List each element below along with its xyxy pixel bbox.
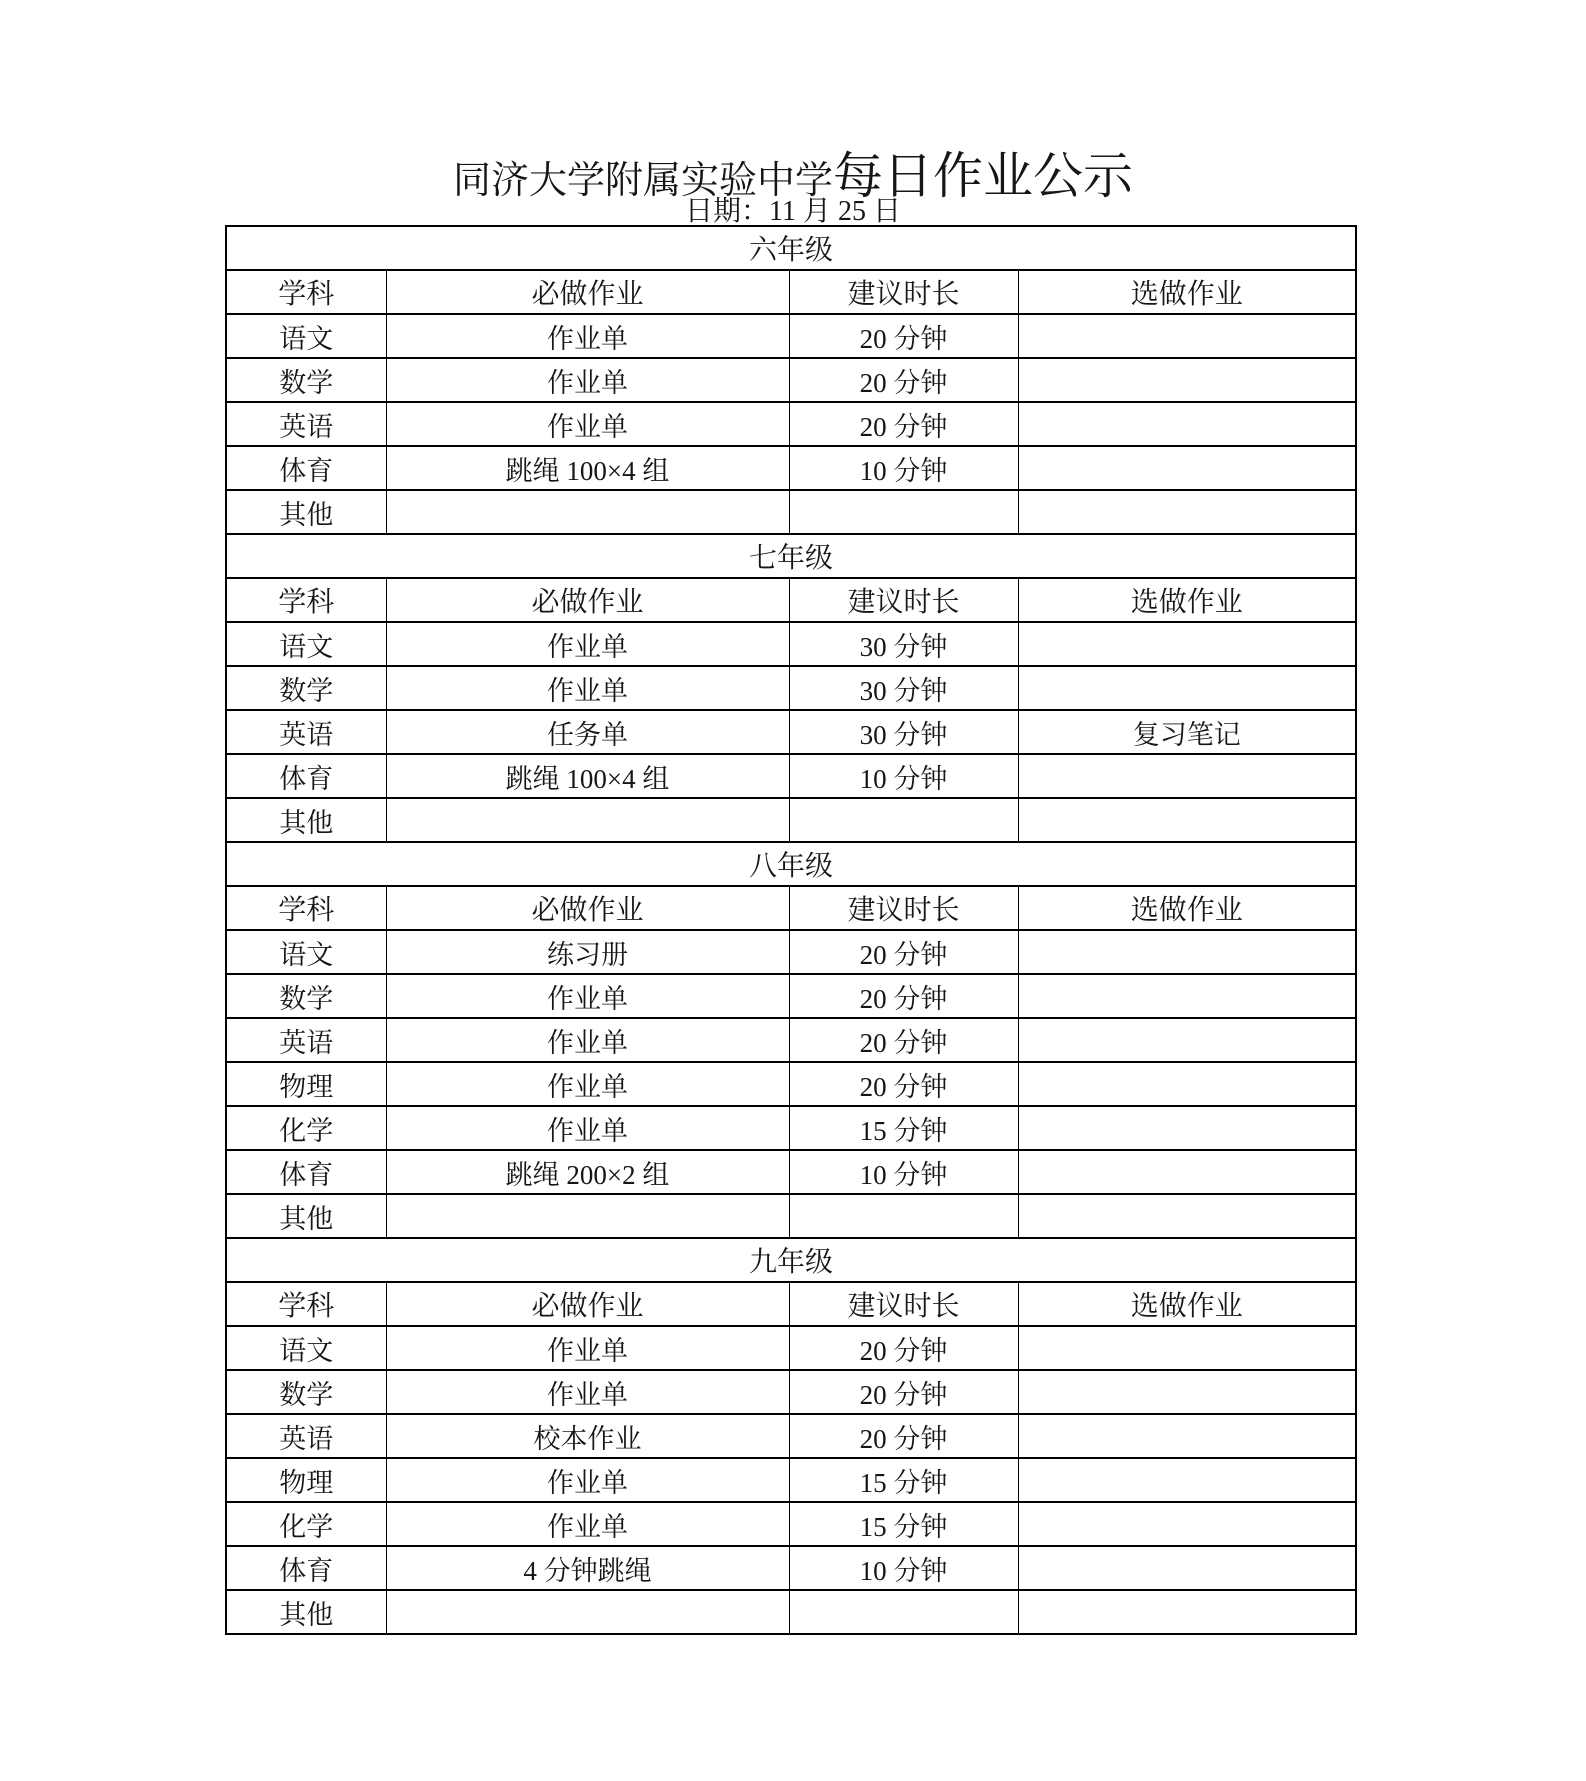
column-header-subject: 学科 [226,1282,386,1326]
table-row [226,1194,1356,1238]
table-row [226,754,1356,798]
required-homework-cell: 任务单 [386,710,789,754]
subject-cell: 语文 [226,930,386,974]
table-row [226,1458,1356,1502]
required-homework-cell: 作业单 [386,402,789,446]
column-header-optional: 选做作业 [1018,886,1356,930]
duration-cell: 20 分钟 [789,974,1018,1018]
optional-homework-cell [1018,622,1356,666]
table-row [226,666,1356,710]
table-row [226,930,1356,974]
subject-cell: 其他 [226,490,386,534]
required-homework-cell: 4 分钟跳绳 [386,1546,789,1590]
optional-homework-cell [1018,1370,1356,1414]
required-homework-cell: 练习册 [386,930,789,974]
optional-homework-cell: 复习笔记 [1018,710,1356,754]
date-line: 日期：11 月 25 日 [685,196,901,227]
optional-homework-cell [1018,798,1356,842]
duration-cell: 20 分钟 [789,1326,1018,1370]
subject-cell: 体育 [226,1150,386,1194]
subject-cell: 其他 [226,1194,386,1238]
optional-homework-cell [1018,754,1356,798]
subject-cell: 数学 [226,974,386,1018]
table-row [226,1502,1356,1546]
required-homework-cell: 作业单 [386,1458,789,1502]
duration-cell: 20 分钟 [789,1062,1018,1106]
duration-cell: 30 分钟 [789,710,1018,754]
grade-section-row [226,534,1356,578]
duration-cell: 20 分钟 [789,314,1018,358]
table-row [226,314,1356,358]
duration-cell: 15 分钟 [789,1458,1018,1502]
duration-cell [789,490,1018,534]
duration-cell: 20 分钟 [789,402,1018,446]
subject-cell: 英语 [226,1018,386,1062]
required-homework-cell: 作业单 [386,1370,789,1414]
table-row [226,622,1356,666]
duration-cell: 15 分钟 [789,1106,1018,1150]
required-homework-cell: 跳绳 200×2 组 [386,1150,789,1194]
optional-homework-cell [1018,1458,1356,1502]
optional-homework-cell [1018,666,1356,710]
subject-cell: 英语 [226,1414,386,1458]
duration-cell: 20 分钟 [789,1370,1018,1414]
column-header-row [226,270,1356,314]
column-header-duration: 建议时长 [789,270,1018,314]
duration-cell: 10 分钟 [789,1546,1018,1590]
subject-cell: 体育 [226,1546,386,1590]
optional-homework-cell [1018,1106,1356,1150]
subject-cell: 化学 [226,1106,386,1150]
duration-cell [789,1194,1018,1238]
optional-homework-cell [1018,358,1356,402]
optional-homework-cell [1018,974,1356,1018]
title-school-name: 同济大学附属实验中学 [452,160,833,202]
duration-cell: 10 分钟 [789,1150,1018,1194]
subject-cell: 其他 [226,1590,386,1634]
column-header-required: 必做作业 [386,270,789,314]
optional-homework-cell [1018,446,1356,490]
optional-homework-cell [1018,1590,1356,1634]
optional-homework-cell [1018,490,1356,534]
duration-cell: 30 分钟 [789,622,1018,666]
column-header-row [226,1282,1356,1326]
table-row [226,1062,1356,1106]
optional-homework-cell [1018,1326,1356,1370]
required-homework-cell: 作业单 [386,974,789,1018]
column-header-optional: 选做作业 [1018,578,1356,622]
subject-cell: 体育 [226,446,386,490]
column-header-subject: 学科 [226,578,386,622]
required-homework-cell: 作业单 [386,358,789,402]
column-header-optional: 选做作业 [1018,1282,1356,1326]
grade-section-row [226,842,1356,886]
duration-cell: 20 分钟 [789,930,1018,974]
subject-cell: 英语 [226,710,386,754]
required-homework-cell [386,798,789,842]
required-homework-cell: 校本作业 [386,1414,789,1458]
subject-cell: 物理 [226,1062,386,1106]
optional-homework-cell [1018,930,1356,974]
duration-cell: 10 分钟 [789,446,1018,490]
table-row [226,1370,1356,1414]
table-row [226,710,1356,754]
subject-cell: 数学 [226,1370,386,1414]
table-row [226,402,1356,446]
column-header-row [226,886,1356,930]
optional-homework-cell [1018,1194,1356,1238]
subject-cell: 其他 [226,798,386,842]
subject-cell: 语文 [226,314,386,358]
table-row [226,358,1356,402]
table-row [226,798,1356,842]
subject-cell: 英语 [226,402,386,446]
grade-section-header: 六年级 [226,226,1356,270]
column-header-optional: 选做作业 [1018,270,1356,314]
subject-cell: 数学 [226,666,386,710]
duration-cell: 10 分钟 [789,754,1018,798]
required-homework-cell [386,1194,789,1238]
subject-cell: 化学 [226,1502,386,1546]
required-homework-cell: 跳绳 100×4 组 [386,754,789,798]
optional-homework-cell [1018,1062,1356,1106]
table-row [226,974,1356,1018]
required-homework-cell: 跳绳 100×4 组 [386,446,789,490]
table-row [226,1106,1356,1150]
required-homework-cell: 作业单 [386,666,789,710]
optional-homework-cell [1018,1502,1356,1546]
table-row [226,1150,1356,1194]
required-homework-cell: 作业单 [386,314,789,358]
homework-table [225,225,1357,1635]
duration-cell: 20 分钟 [789,1018,1018,1062]
duration-cell: 15 分钟 [789,1502,1018,1546]
duration-cell [789,798,1018,842]
subject-cell: 语文 [226,1326,386,1370]
optional-homework-cell [1018,1018,1356,1062]
column-header-row [226,578,1356,622]
column-header-duration: 建议时长 [789,1282,1018,1326]
grade-section-header: 七年级 [226,534,1356,578]
required-homework-cell: 作业单 [386,1062,789,1106]
required-homework-cell: 作业单 [386,1502,789,1546]
optional-homework-cell [1018,402,1356,446]
required-homework-cell [386,1590,789,1634]
table-row [226,1546,1356,1590]
duration-cell: 30 分钟 [789,666,1018,710]
table-row [226,1326,1356,1370]
required-homework-cell: 作业单 [386,1326,789,1370]
required-homework-cell: 作业单 [386,622,789,666]
grade-section-row [226,1238,1356,1282]
optional-homework-cell [1018,1150,1356,1194]
grade-section-row [226,226,1356,270]
duration-cell: 20 分钟 [789,358,1018,402]
table-row [226,490,1356,534]
subject-cell: 语文 [226,622,386,666]
required-homework-cell: 作业单 [386,1018,789,1062]
table-row [226,1414,1356,1458]
column-header-duration: 建议时长 [789,886,1018,930]
table-row [226,446,1356,490]
required-homework-cell [386,490,789,534]
column-header-required: 必做作业 [386,886,789,930]
column-header-required: 必做作业 [386,578,789,622]
column-header-duration: 建议时长 [789,578,1018,622]
grade-section-header: 九年级 [226,1238,1356,1282]
subject-cell: 物理 [226,1458,386,1502]
grade-section-header: 八年级 [226,842,1356,886]
subject-cell: 数学 [226,358,386,402]
column-header-subject: 学科 [226,270,386,314]
column-header-subject: 学科 [226,886,386,930]
title-main-text: 每日作业公示 [833,148,1133,204]
optional-homework-cell [1018,1414,1356,1458]
duration-cell: 20 分钟 [789,1414,1018,1458]
subject-cell: 体育 [226,754,386,798]
homework-table-body [226,226,1356,1634]
optional-homework-cell [1018,1546,1356,1590]
column-header-required: 必做作业 [386,1282,789,1326]
table-row [226,1590,1356,1634]
table-row [226,1018,1356,1062]
duration-cell [789,1590,1018,1634]
optional-homework-cell [1018,314,1356,358]
required-homework-cell: 作业单 [386,1106,789,1150]
